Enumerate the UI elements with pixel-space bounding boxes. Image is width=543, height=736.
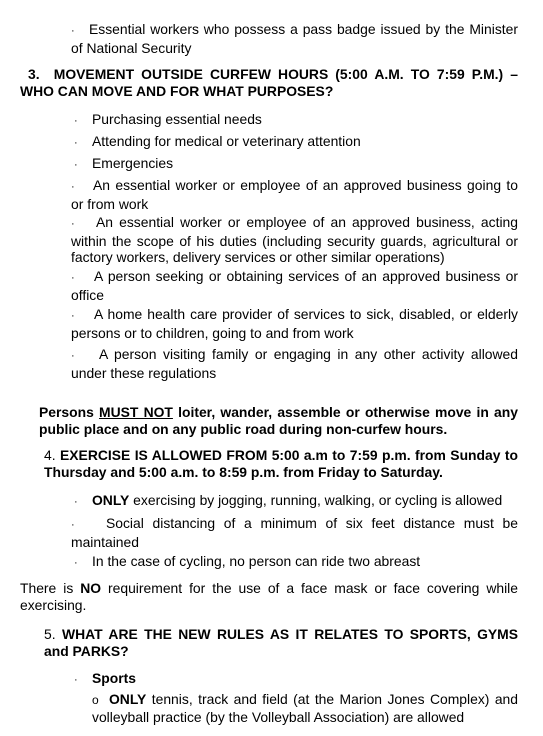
loiter-notice: Persons MUST NOT loiter, wander, assemble or otherwise move in any public place and on any public road during non-curfew hours. <box>39 404 518 437</box>
list-item: · Emergencies <box>74 155 174 171</box>
sub-bullet-glyph: o <box>92 693 99 707</box>
mask-notice: There is NO requirement for the use of a face mask or face covering while exercising. <box>20 580 518 613</box>
bullet-glyph: · <box>71 25 75 37</box>
section-3-heading <box>20 66 518 99</box>
emphasis-must-not: MUST NOT <box>99 404 173 420</box>
section-title: EXERCISE IS ALLOWED FROM 5:00 a.m to 7:59 p.m. from Sunday to Thursday and 5:00 a.m. to 8:59 p.m. from Friday to Saturday. <box>44 447 519 480</box>
list-item: · Social distancing of a minimum of six feet distance must be maintained <box>71 515 518 550</box>
list-item: · An essential worker or employee of an approved business, acting within the scope of his duties (including security guards, agricultural or factory workers, delivery services or other similar operations) <box>71 214 518 265</box>
emphasis-no: NO <box>80 580 102 596</box>
list-item-sports: · Sports <box>74 670 136 686</box>
bullet-item-pass-badge: · Essential workers who possess a pass badge issued by the Minister of National Security <box>71 21 518 56</box>
list-item: · A person seeking or obtaining services of an approved business or office <box>71 268 518 303</box>
sub-list-item: o ONLY tennis, track and field (at the Marion Jones Complex) and volleyball practice (by the Volleyball Association) are allowed <box>92 691 518 725</box>
section-number: 5. <box>44 626 56 642</box>
section-4-heading <box>44 447 518 480</box>
section-title: WHAT ARE THE NEW RULES AS IT RELATES TO SPORTS, GYMS and PARKS? <box>44 626 519 659</box>
list-item: · A home health care provider of services to sick, disabled, or elderly persons or to children, going to and from work <box>71 306 518 341</box>
sports-label: Sports <box>92 670 136 686</box>
list-item: · ONLY exercising by jogging, running, walking, or cycling is allowed <box>74 492 503 508</box>
section-5-heading <box>44 626 518 659</box>
list-item: · A person visiting family or engaging in any other activity allowed under these regulations <box>71 346 518 381</box>
section-title: MOVEMENT OUTSIDE CURFEW HOURS (5:00 A.M. TO 7:59 P.M.) – WHO CAN MOVE AND FOR WHAT PURPOSES? <box>20 66 518 99</box>
section-number: 4. <box>44 447 56 463</box>
section-number: 3. <box>28 66 40 82</box>
list-item: · An essential worker or employee of an approved business going to or from work <box>71 177 518 212</box>
list-item: · Attending for medical or veterinary attention <box>74 133 361 149</box>
list-item: · In the case of cycling, no person can ride two abreast <box>74 553 421 569</box>
list-item: · Purchasing essential needs <box>74 111 262 127</box>
